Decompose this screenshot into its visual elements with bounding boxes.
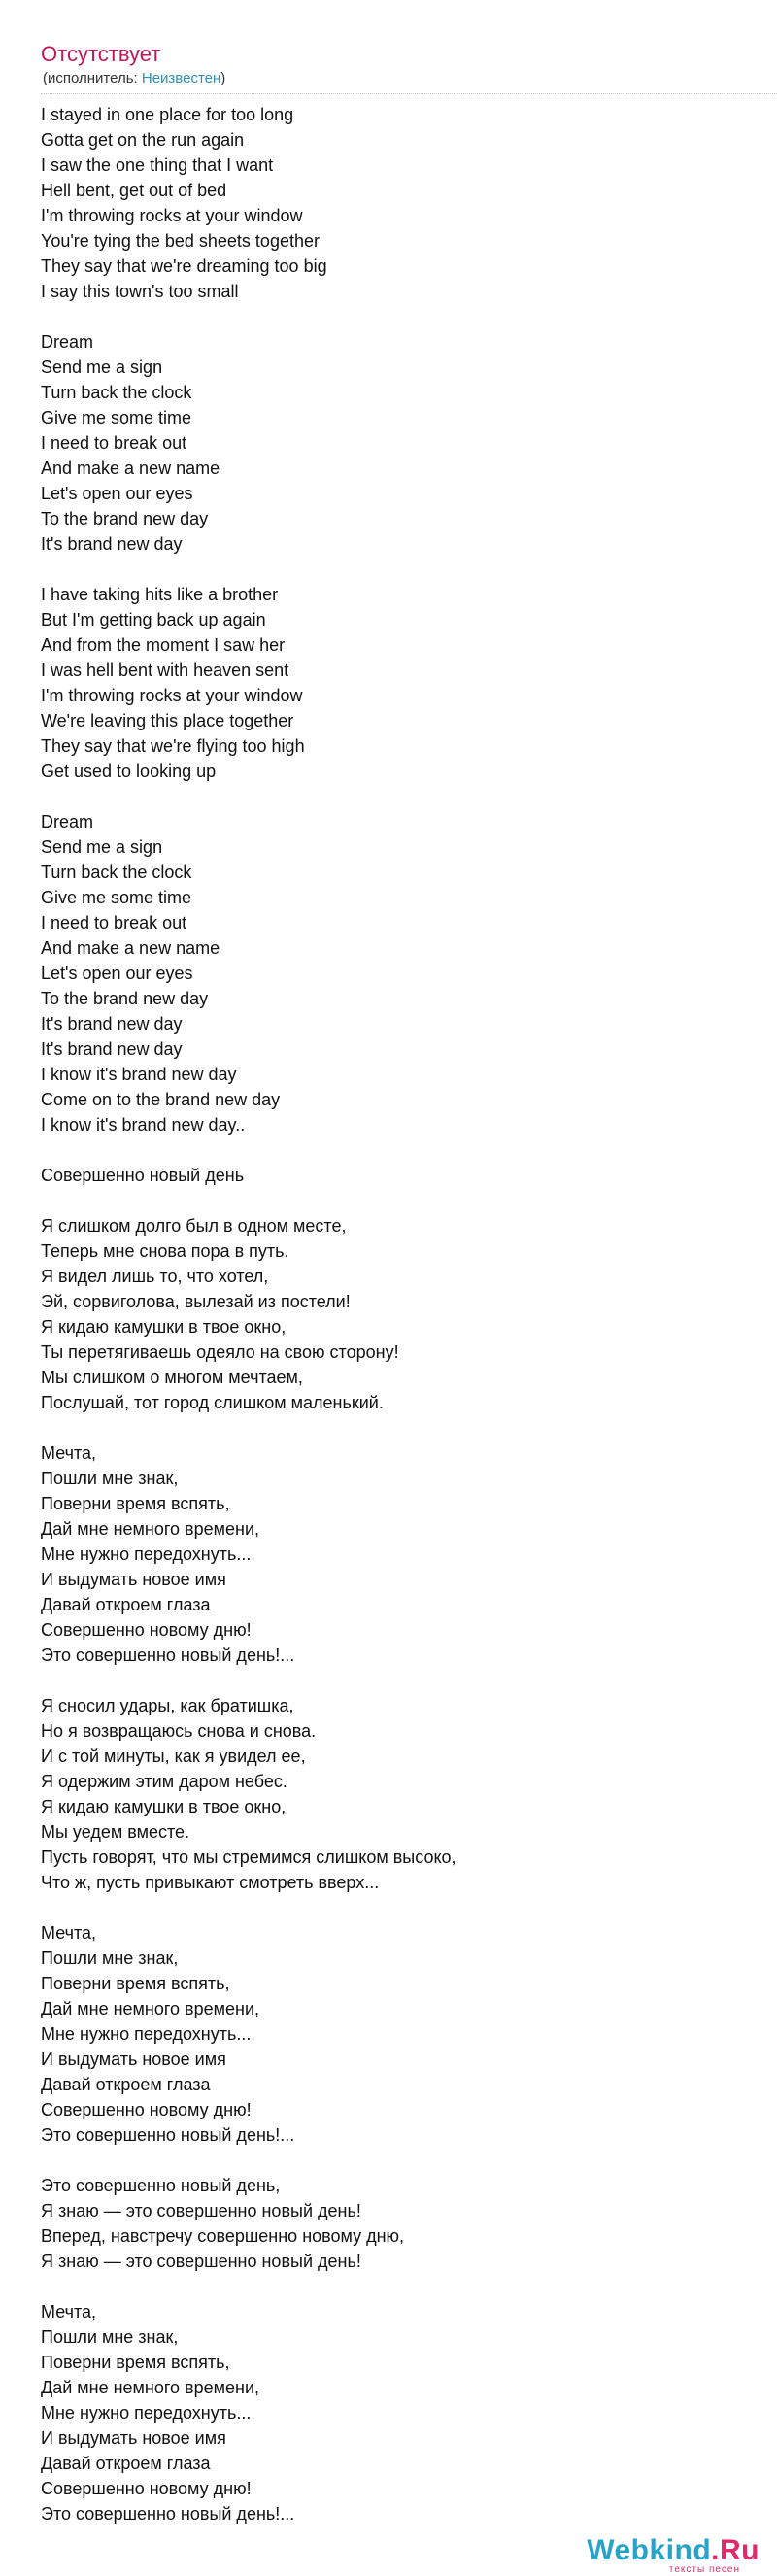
lyrics-line: Мы слишком о многом мечтаем, [41,1368,303,1387]
lyrics-line: Дай мне немного времени, [41,2378,260,2397]
lyrics-line: Послушай, тот город слишком маленький. [41,1393,384,1412]
lyrics-line: I was hell bent with heaven sent [41,661,289,680]
lyrics-stanza [41,1920,777,2148]
lyrics-line: Я знаю — это совершенно новый день! [41,2201,361,2220]
lyrics-line: I'm throwing rocks at your window [41,686,303,705]
lyrics-line: Get used to looking up [41,762,217,781]
song-title: Отсутствует [41,42,161,66]
lyrics-line: Это совершенно новый день!... [41,2125,295,2145]
lyrics-line: Send me a sign [41,357,163,377]
title-divider [41,93,777,94]
lyrics-line: Теперь мне снова пора в путь. [41,1241,289,1261]
lyrics-line: Мне нужно передохнуть... [41,2024,252,2044]
lyrics-line: I need to break out [41,433,187,453]
lyrics-line: Но я возвращаюсь снова и снова. [41,1721,317,1741]
lyrics-line: Давай откроем глаза [41,1595,211,1614]
lyrics-stanza [41,1693,777,1895]
lyrics-line: Я кидаю камушки в твое окно, [41,1797,287,1816]
lyrics-line: I know it's brand new day [41,1065,237,1084]
lyrics-line: Пошли мне знак, [41,2327,179,2347]
lyrics-line: Дай мне немного времени, [41,1519,260,1539]
lyrics-line: Пошли мне знак, [41,1949,179,1968]
lyrics-line: Вперед, навстречу совершенно новому дню, [41,2226,405,2246]
lyrics-line: To the brand new day [41,509,209,528]
lyrics-line: It's brand new day [41,1014,183,1034]
lyrics-line: Ты перетягиваешь одеяло на свою сторону! [41,1342,399,1362]
lyrics-line: Give me some time [41,408,192,427]
lyrics-line: Пусть говорят, что мы стремимся слишком высоко, [41,1847,456,1867]
lyrics-stanza [41,1441,777,1668]
lyrics-stanza [41,2299,777,2526]
lyrics-line: I stayed in one place for too long [41,105,294,124]
lyrics-line: I have taking hits like a brother [41,585,279,604]
lyrics-line: Совершенно новому дню! [41,1620,252,1640]
lyrics-line: And from the moment I saw her [41,635,286,655]
lyrics-stanza [41,1213,777,1415]
lyrics-line: Пошли мне знак, [41,1469,179,1488]
lyrics-line: Dream [41,812,94,831]
lyrics-line: Turn back the clock [41,383,192,402]
lyrics-line: Let's open our eyes [41,964,193,983]
song-meta [43,70,777,87]
lyrics-line: Turn back the clock [41,863,192,882]
lyrics-line: I saw the one thing that I want [41,155,274,175]
lyrics-line: Это совершенно новый день, [41,2176,281,2195]
logo-tld: .Ru [711,2534,760,2566]
lyrics-stanza [41,1163,777,1188]
lyrics-stanza [41,2173,777,2274]
logo-wordmark [565,2535,760,2566]
lyrics-line: Gotta get on the run again [41,130,245,150]
lyrics-line: Hell bent, get out of bed [41,181,227,200]
lyrics-line: Поверни время вспять, [41,1494,230,1513]
lyrics-line: I'm throwing rocks at your window [41,206,303,225]
lyrics-line: I need to break out [41,913,187,932]
lyrics-line: Что ж, пусть привыкают смотреть вверх... [41,1873,380,1892]
lyrics-line: I say this town's too small [41,282,239,301]
lyrics-body [41,102,777,2526]
lyrics-line: И выдумать новое имя [41,1570,226,1589]
lyrics-line: It's brand new day [41,534,183,554]
site-logo[interactable] [565,2535,760,2574]
lyrics-line: Мечта, [41,2302,97,2322]
lyrics-line: Дай мне немного времени, [41,1999,260,2018]
lyrics-line: Давай откроем глаза [41,2075,211,2094]
lyrics-line: Поверни время вспять, [41,2353,230,2372]
lyrics-line: Я кидаю камушки в твое окно, [41,1317,287,1337]
lyrics-line: Я одержим этим даром небес. [41,1772,287,1791]
lyrics-stanza [41,102,777,304]
lyrics-line: И выдумать новое имя [41,2050,226,2069]
lyrics-line: I know it's brand new day.. [41,1115,246,1135]
lyrics-stanza [41,809,777,1137]
lyrics-line: Мне нужно передохнуть... [41,2403,252,2423]
meta-suffix: ) [220,70,226,86]
lyrics-line: И с той минуты, как я увидел ее, [41,1746,306,1766]
lyrics-line: We're leaving this place together [41,711,294,730]
artist-link[interactable]: Неизвестен [141,70,221,86]
lyrics-line: Мечта, [41,1443,97,1463]
lyrics-line: Поверни время вспять, [41,1974,230,1993]
lyrics-stanza [41,582,777,784]
lyrics-line: They say that we're flying too high [41,736,305,756]
lyrics-line: Это совершенно новый день!... [41,2504,295,2524]
lyrics-line: You're tying the bed sheets together [41,231,320,251]
lyrics-line: It's brand new day [41,1039,183,1059]
lyrics-line: Мы уедем вместе. [41,1822,190,1842]
lyrics-line: And make a new name [41,458,220,478]
lyrics-line: Мне нужно передохнуть... [41,1544,252,1564]
lyrics-line: Эй, сорвиголова, вылезай из постели! [41,1292,351,1311]
lyrics-line: Мечта, [41,1923,97,1943]
lyrics-line: To the brand new day [41,989,209,1008]
lyrics-line: Dream [41,332,94,352]
lyrics-line: Совершенно новому дню! [41,2479,252,2498]
lyrics-line: Send me a sign [41,837,163,857]
lyrics-line: Я знаю — это совершенно новый день! [41,2252,361,2271]
logo-main-text: Webkind [587,2534,712,2566]
lyrics-line: Я видел лишь то, что хотел, [41,1267,269,1286]
lyrics-line: But I'm getting back up again [41,610,266,629]
lyrics-line: Я слишком долго был в одном месте, [41,1216,347,1236]
logo-tagline: тексты песен [668,2564,740,2575]
lyrics-line: Я сносил удары, как братишка, [41,1696,294,1715]
lyrics-line: And make a new name [41,938,220,958]
lyrics-line: Это совершенно новый день!... [41,1645,295,1665]
meta-prefix: (исполнитель: [43,70,142,86]
lyrics-line: Давай откроем глаза [41,2454,211,2473]
lyrics-line: Come on to the brand new day [41,1090,281,1109]
lyrics-line: И выдумать новое имя [41,2428,226,2448]
lyrics-line: Give me some time [41,888,192,907]
lyrics-line: Совершенно новому дню! [41,2100,252,2119]
lyrics-stanza [41,329,777,557]
lyrics-line: Совершенно новый день [41,1166,245,1185]
lyrics-line: Let's open our eyes [41,484,193,503]
lyrics-line: They say that we're dreaming too big [41,256,327,276]
